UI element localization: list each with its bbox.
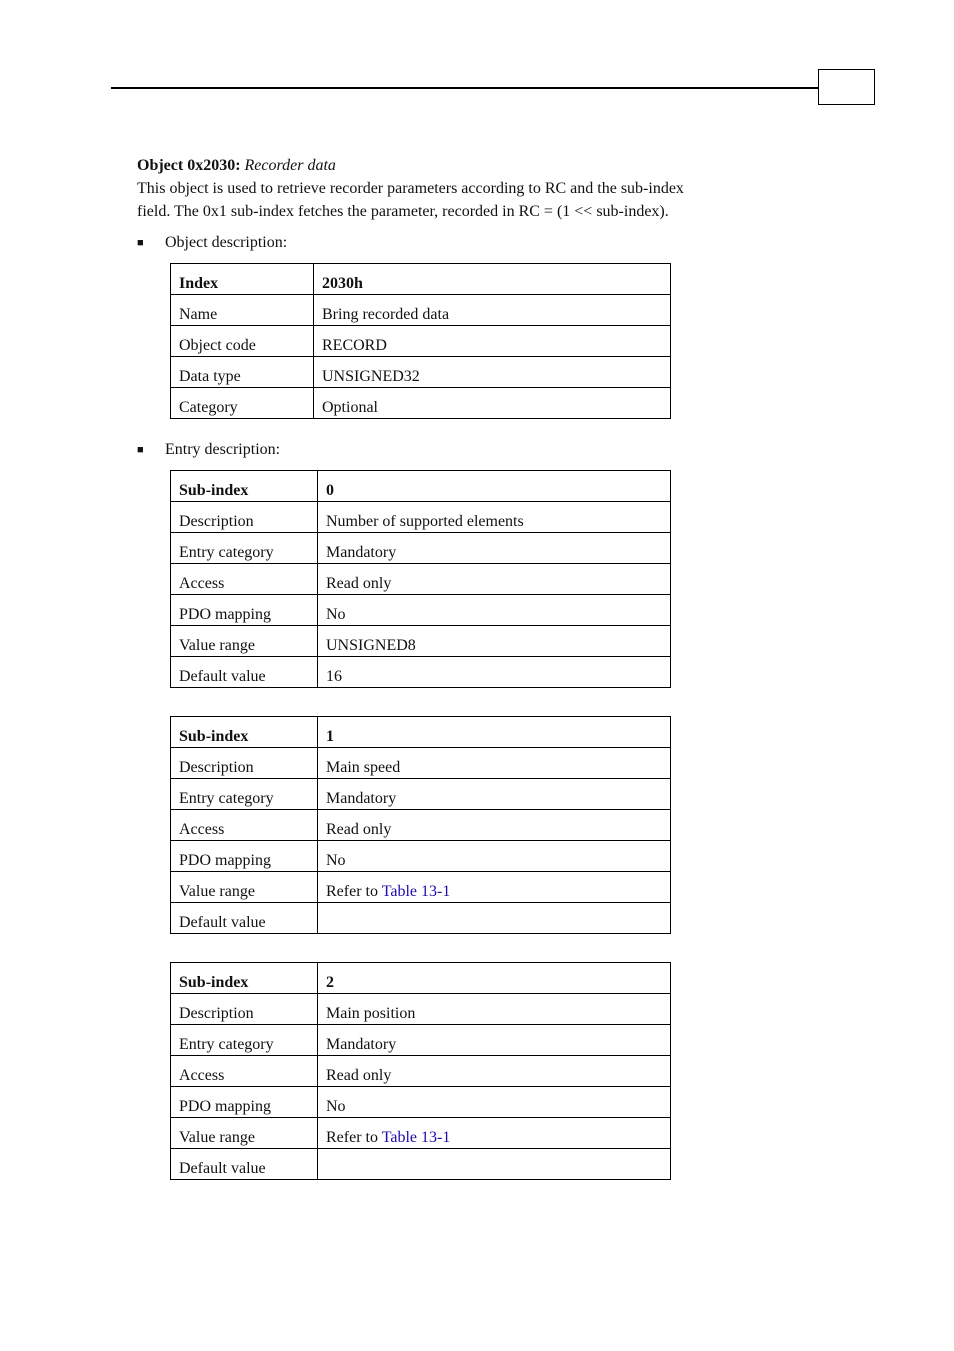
table-row (171, 502, 671, 533)
header-rule (111, 87, 819, 89)
row-value: Read only (318, 1056, 671, 1087)
object-title-name: Recorder data (244, 157, 336, 174)
row-label: Name (171, 295, 314, 326)
value-range-prefix: Refer to (326, 1129, 382, 1146)
row-label: Description (171, 502, 318, 533)
object-description-bullet (137, 232, 817, 254)
row-label: Default value (171, 1149, 318, 1180)
row-label: Entry category (171, 533, 318, 564)
table-row (171, 295, 671, 326)
row-value: Mandatory (318, 779, 671, 810)
row-value: RECORD (314, 326, 671, 357)
row-value: Optional (314, 388, 671, 419)
table-row (171, 357, 671, 388)
entry-table-subindex-0 (170, 470, 671, 688)
table-row (171, 626, 671, 657)
table-13-1-link[interactable]: Table 13-1 (381, 1129, 451, 1146)
row-value: 16 (318, 657, 671, 688)
row-value: Read only (318, 810, 671, 841)
bullet-label: Entry description: (165, 441, 281, 458)
intro-line-1: This object is used to retrieve recorder parameters according to RC and the sub-index (137, 180, 684, 197)
main-content (137, 155, 817, 1180)
table-row (171, 1056, 671, 1087)
row-value: 2030h (314, 264, 671, 295)
table-row (171, 388, 671, 419)
table-row (171, 657, 671, 688)
value-range-prefix: Refer to (326, 883, 382, 900)
row-value: No (318, 1087, 671, 1118)
row-value: UNSIGNED8 (318, 626, 671, 657)
table-row (171, 564, 671, 595)
table-row (171, 1025, 671, 1056)
row-label: Value range (171, 626, 318, 657)
row-value: UNSIGNED32 (314, 357, 671, 388)
row-value: 0 (318, 471, 671, 502)
table-row (171, 841, 671, 872)
table-row (171, 717, 671, 748)
table-row (171, 326, 671, 357)
table-row (171, 1118, 671, 1149)
row-label: PDO mapping (171, 841, 318, 872)
intro-line-2: field. The 0x1 sub-index fetches the parameter, recorded in RC = (1 << sub-index). (137, 203, 669, 220)
row-value (318, 1118, 671, 1149)
bullet-square-icon: ■ (137, 237, 144, 249)
row-label: Object code (171, 326, 314, 357)
row-label: Default value (171, 657, 318, 688)
entry-table-subindex-1 (170, 716, 671, 934)
table-row (171, 779, 671, 810)
row-value: 2 (318, 963, 671, 994)
table-row (171, 903, 671, 934)
row-label: Value range (171, 1118, 318, 1149)
row-label: Sub-index (171, 963, 318, 994)
row-label: Sub-index (171, 717, 318, 748)
row-value (318, 1149, 671, 1180)
table-row (171, 994, 671, 1025)
table-row (171, 264, 671, 295)
row-value: Mandatory (318, 533, 671, 564)
row-value (318, 903, 671, 934)
table-row (171, 1087, 671, 1118)
row-label: Category (171, 388, 314, 419)
row-label: Description (171, 994, 318, 1025)
row-value: 1 (318, 717, 671, 748)
row-label: Default value (171, 903, 318, 934)
page-number-box (818, 69, 875, 105)
row-label: Sub-index (171, 471, 318, 502)
row-label: Entry category (171, 1025, 318, 1056)
row-value: No (318, 595, 671, 626)
row-value: Read only (318, 564, 671, 595)
table-row (171, 748, 671, 779)
table-row (171, 533, 671, 564)
row-label: Data type (171, 357, 314, 388)
row-label: PDO mapping (171, 1087, 318, 1118)
row-value: No (318, 841, 671, 872)
entry-description-bullet (137, 439, 817, 461)
row-label: Entry category (171, 779, 318, 810)
row-label: Value range (171, 872, 318, 903)
row-label: PDO mapping (171, 595, 318, 626)
row-label: Index (171, 264, 314, 295)
table-row (171, 872, 671, 903)
row-value: Mandatory (318, 1025, 671, 1056)
object-description-table (170, 263, 671, 419)
entry-table-subindex-2 (170, 962, 671, 1180)
table-row (171, 963, 671, 994)
bullet-square-icon: ■ (137, 444, 144, 456)
table-row (171, 810, 671, 841)
table-row (171, 471, 671, 502)
row-value: Number of supported elements (318, 502, 671, 533)
table-row (171, 1149, 671, 1180)
row-label: Access (171, 810, 318, 841)
row-label: Description (171, 748, 318, 779)
object-title (137, 155, 817, 177)
object-title-prefix: Object 0x2030: (137, 157, 245, 174)
row-label: Access (171, 564, 318, 595)
row-value: Bring recorded data (314, 295, 671, 326)
bullet-label: Object description: (165, 234, 288, 251)
table-row (171, 595, 671, 626)
row-label: Access (171, 1056, 318, 1087)
row-value (318, 872, 671, 903)
row-value: Main speed (318, 748, 671, 779)
row-value: Main position (318, 994, 671, 1025)
table-13-1-link[interactable]: Table 13-1 (381, 883, 451, 900)
